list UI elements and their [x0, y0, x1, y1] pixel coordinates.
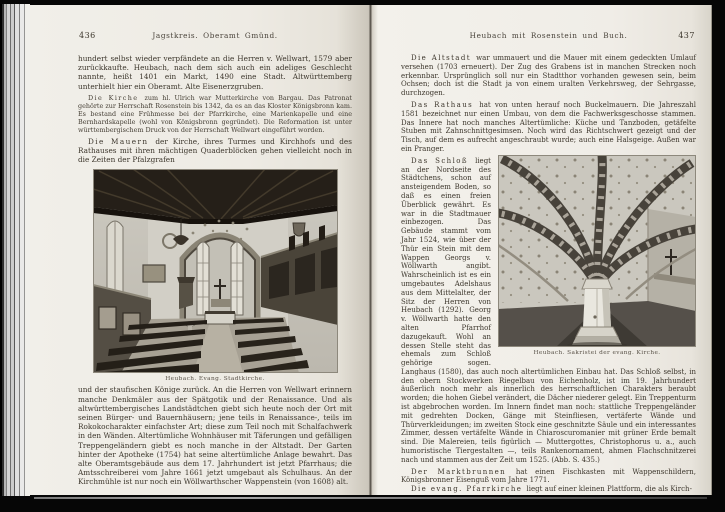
- right-page: [378, 5, 712, 495]
- paragraph-rathaus-lead: Das Rathaus: [411, 100, 474, 109]
- right-running-header: Heubach mit Rosenstein und Buch.: [469, 31, 628, 40]
- paragraph-altstadt: [401, 54, 696, 98]
- page-edge-stack: [0, 4, 30, 496]
- paragraph-rathaus: [401, 101, 696, 154]
- paragraph-kirche-text: zum hl. Ulrich war Mutterkirche von Bargau. Das Patronat gehörte zur Herrschaft Rosenstein bis 1342, da es an das Kloster Königsbronn kam. Es bestand eine Frühmesse bei der Pfarrkirche, eine Marienkapelle und eine Bernhardskapelle (wohl von Königsbronn gegründet). Die Reformation ist unter württembergischem Druck von der Herrschaft Wellwart eingeführt worden.: [78, 93, 352, 134]
- paragraph-kirche-lead: Die Kirche: [88, 93, 139, 102]
- paragraph-pfarrkirche-text: liegt auf einer kleinen Plattform, die als Kirch-: [526, 485, 692, 494]
- book-spread: [30, 5, 712, 495]
- stadtkirche-photo-figure: [93, 169, 338, 383]
- left-running-header: Jagstkreis. Oberamt Gmünd.: [152, 31, 278, 40]
- paragraph-pfarrkirche: [401, 485, 696, 494]
- left-page-content: [78, 31, 352, 487]
- paragraph-kirche: [78, 94, 352, 134]
- paragraph-pfarrkirche-lead: Die evang. Pfarrkirche: [411, 485, 523, 494]
- stadtkirche-photo: [93, 169, 338, 373]
- paragraph-schloss-lead: Das Schloß: [411, 156, 468, 165]
- right-page-number: 437: [678, 31, 695, 40]
- sakristei-photo-caption: Heubach. Sakristei der evang. Kirche.: [533, 349, 661, 356]
- sakristei-photo: [498, 155, 696, 347]
- paragraph-altstadt-lead: Die Altstadt: [411, 54, 471, 62]
- stadtkirche-photo-caption: Heubach. Evang. Stadtkirche.: [165, 376, 265, 383]
- left-page-number: 436: [79, 31, 96, 40]
- paragraph-rathaus-text: hat von unten herauf noch Buckelmauern. Die Jahreszahl 1581 bezeichnet nur einen Umbau, von dem die Fachwerksgeschosse stammen. Das Innere hat noch manches Altertümliche: Küche und Tanzboden, getäfelte Stuben mit Zahnschnittgesimsen. Noch wird das Richtschwert gezeigt und der Tisch, auf dem es aufrecht angeschraubt wurde; auch eine Halsgeige. Außen war ein Pranger.: [401, 100, 696, 153]
- paragraph-mauern-lead: Die Mauern: [88, 136, 149, 146]
- paragraph-brunnen: [401, 468, 696, 486]
- paragraph-continuation: hundert selbst wieder verpfändete an die Herren v. Wellwart, 1579 aber zurückkaufte. Heubach, nach dem sich auch ein adeliges Geschlecht nannte, heißt 1401 ein Markt, 1490 eine Stadt. Altwürttemberg unterhielt hier ein Oberamt. Alte Eisenerzgruben.: [78, 54, 352, 91]
- paragraph-altstadt-text: war ummauert und die Mauer mit einem gedeckten Umlauf versehen (1703 erneuert). Der Zug des Grabens ist in manchen Strecken noch erkennbar. Ursprünglich soll nur ein Stadtthor vorhanden gewesen sein, beim Ochsen; doch ist die Stadt ja von einem uralten Verkehrsweg, der Sehrgasse, durchzogen.: [401, 54, 696, 98]
- right-page-content: [401, 31, 696, 494]
- paragraph-mauern: [78, 137, 352, 165]
- paragraph-brunnen-text: hat einen Fischkasten mit Wappenschildern, Königsbronner Eisenguß vom Jahre 1771.: [401, 467, 696, 485]
- paragraph-after-photo: und der staufischen Könige zurück. An die Herren von Wellwart erinnern manche Denkmäler aus der Spätgotik und der Renaissance. Und als altwürttembergisches Landstädtchen giebt sich heute noch der Ort mit seinen Bürger- und Bauernhäusern; jene teils in Renaissance-, teils im Rokokocharakter einfachster Art; diese zum Teil noch mit Schalfachwerk in den Wänden. Altertümliche Wohnhäuser mit Täferungen und gefälligen Treppengeländern giebt es noch manche in der Altstadt. Der Garten hinter der Apotheke (1754) hat seine altertümliche Anlage bewahrt. Das alte Oberamtsgebäude aus dem 17. Jahrhundert ist jetzt Pfarrhaus; die Amtsschreiberei vom Jahre 1661 jetzt umgebaut als Schulhaus. An der Kirchmühle ist nur noch ein Wöllwarthscher Wappenstein (von 1608) alt.: [78, 385, 352, 487]
- paragraph-mauern-text: der Kirche, ihres Turmes und Kirchhofs und des Rathauses mit ihren mächtigen Quaderblöcken gehen vielleicht noch in die Zeiten der Pfalzgrafen: [78, 136, 352, 165]
- book-gutter: [363, 5, 378, 495]
- left-page-header: [78, 31, 352, 51]
- page-bottom-edge: [34, 497, 707, 499]
- paragraph-schloss-text: liegt an der Nordseite des Städtchens, schon auf ansteigendem Boden, so daß es einen freien Überblick gewährt. Es war in die Stadtmauer einbezogen. Das Gebäude stammt vom Jahr 1524, wie über der Thür ein Stein mit dem Wappen Georgs v. Wöllwarth angibt. Wahrscheinlich ist es ein umgebautes Adelshaus aus dem Mittelalter, der Sitz der Herren von Heubach (1292). Georg v. Wöllwarth hatte den alten Pfarrhof dazugekauft. Wohl an dessen Stelle steht das ehemals zum Schloß gehörige sogen. Langhaus (1580), das auch noch altertümlichen Einbau hat. Das Schloß selbst, in den obern Stockwerken Riegelbau von Eichenholz, ist im 19. Jahrhundert äußerlich noch mehr als innerlich des herrschaftlichen Charakters beraubt worden; die hohen Giebel verändert, die Dächer niederer gelegt. Ein Treppenturm ist abgebrochen worden. Im Innern findet man noch: stattliche Treppengeländer mit gedrehten Docken, Gänge mit Steinfliesen, vertäferte Wände und Thürverkleidungen; im zweiten Stock eine geschnitzte Säule und ein interessantes Zimmer, dessen vertäfelte Wände in Chiaroscuromanier mit grüner Erde bemalt sind. Die Malereien, teils figürlich — Muttergottes, Christophorus u. a., auch humoristische Tiergestalten —, teils Rankenornament, ahmen Flachschnitzerei nach und stammen aus der Zeit um 1525. (Abb. S. 435.): [401, 156, 696, 464]
- sakristei-photo-figure: [498, 155, 696, 357]
- left-page: [30, 5, 363, 495]
- right-page-header: [401, 31, 696, 51]
- paragraph-brunnen-lead: Der Marktbrunnen: [411, 467, 507, 476]
